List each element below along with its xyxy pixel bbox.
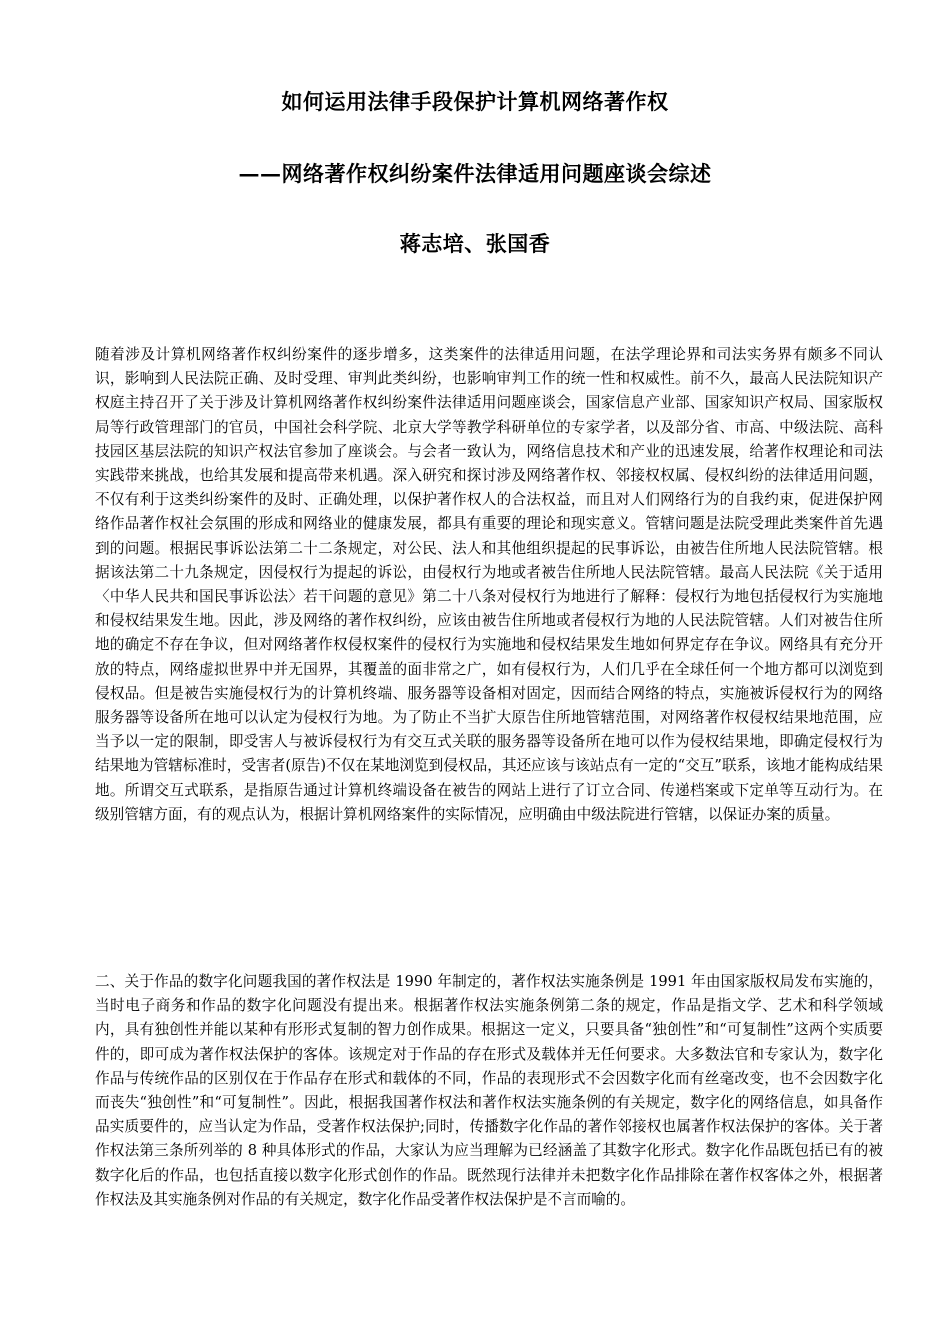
body-paragraph-2: 二、关于作品的数字化问题我国的著作权法是 1990 年制定的，著作权法实施条例是 1991 年由国家版权局发布实施的，当时电子商务和作品的数字化问题没有提出来。根据著作权法实施条例第二条的规定，作品是指文学、艺术和科学领域内，具有独创性并能以某种有形形式复制的智力创作成果。根据这一定义，只要具备“独创性”和“可复制性”这两个实质要件的，即可成为著作权法保护的客体。该规定对于作品的存在形式及载体并无任何要求。大多数法官和专家认为，数字化作品与传统作品的区别仅在于作品存在形式和载体的不同，作品的表现形式不会因数字化而有丝毫改变，也不会因数字化而丧失“独创性”和“可复制性”。因此，根据我国著作权法和著作权法实施条例的有关规定，数字化的网络信息，如具备作品实质要件的，应当认定为作品，受著作权法保护;同时，传播数字化作品的著作邻接权也属著作权法保护的客体。关于著作权法第三条所列举的 8 种具体形式的作品，大家认为应当理解为已经涵盖了其数字化形式。数字化作品既包括已有的被数字化后的作品，也包括直接以数字化形式创作的作品。既然现行法律并未把数字化作品排除在著作权客体之外，根据著作权法及其实施条例对作品的有关规定，数字化作品受著作权法保护是不言而喻的。 (95, 973, 883, 1208)
document-title: 如何运用法律手段保护计算机网络著作权 (281, 89, 669, 114)
body-paragraph-1: 随着涉及计算机网络著作权纠纷案件的逐步增多，这类案件的法律适用问题，在法学理论界和司法实务界有颇多不同认识，影响到人民法院正确、及时受理、审判此类纠纷，也影响审判工作的统一性和权威性。前不久，最高人民法院知识产权庭主持召开了关于涉及计算机网络著作权纠纷案件法律适用问题座谈会，国家信息产业部、国家知识产权局、国家版权局等行政管理部门的官员，中国社会科学院、北京大学等教学科研单位的专家学者，以及部分省、市高、中级法院、高科技园区基层法院的知识产权法官参加了座谈会。与会者一致认为，网络信息技术和产业的迅速发展，给著作权理论和司法实践带来挑战，也给其发展和提高带来机遇。深入研究和探讨涉及网络著作权、邻接权权属、侵权纠纷的法律适用问题，不仅有利于这类纠纷案件的及时、正确处理，以保护著作权人的合法权益，而且对人们网络行为的自我约束，促进保护网络作品著作权社会氛围的形成和网络业的健康发展，都具有重要的理论和现实意义。管辖问题是法院受理此类案件首先遇到的问题。根据民事诉讼法第二十二条规定，对公民、法人和其他组织提起的民事诉讼，由被告住所地人民法院管辖。根据该法第二十九条规定，因侵权行为提起的诉讼，由侵权行为地或者被告住所地人民法院管辖。最高人民法院《关于适用〈中华人民共和国民事诉讼法〉若干问题的意见》第二十八条对侵权行为地进行了解释：侵权行为地包括侵权行为实施地和侵权结果发生地。因此，涉及网络的著作权纠纷，应该由被告住所地或者侵权行为地的人民法院管辖。人们对被告住所地的确定不存在争议，但对网络著作权侵权案件的侵权行为实施地和侵权结果发生地如何界定存在争议。网络具有充分开放的特点，网络虚拟世界中并无国界，其覆盖的面非常之广，如有侵权行为，人们几乎在全球任何一个地方都可以浏览到侵权品。但是被告实施侵权行为的计算机终端、服务器等设备相对固定，因而结合网络的特点，实施被诉侵权行为的网络服务器等设备所在地可以认定为侵权行为地。为了防止不当扩大原告住所地管辖范围，对网络著作权侵权结果地范围，应当予以一定的限制，即受害人与被诉侵权行为有交互式关联的服务器等设备所在地可以作为侵权结果地，即确定侵权行为结果地为管辖标准时，受害者(原告)不仅在某地浏览到侵权品，其还应该与该站点有一定的“交互”联系，该地才能构成结果地。所谓交互式联系，是指原告通过计算机终端设备在被告的网站上进行了订立合同、传递档案或下定单等互动行为。在级别管辖方面，有的观点认为，根据计算机网络案件的实际情况，应明确由中级法院进行管辖，以保证办案的质量。 (95, 346, 883, 823)
document-authors: 蒋志培、张国香 (399, 231, 551, 256)
document-subtitle: ——网络著作权纠纷案件法律适用问题座谈会综述 (238, 161, 712, 186)
